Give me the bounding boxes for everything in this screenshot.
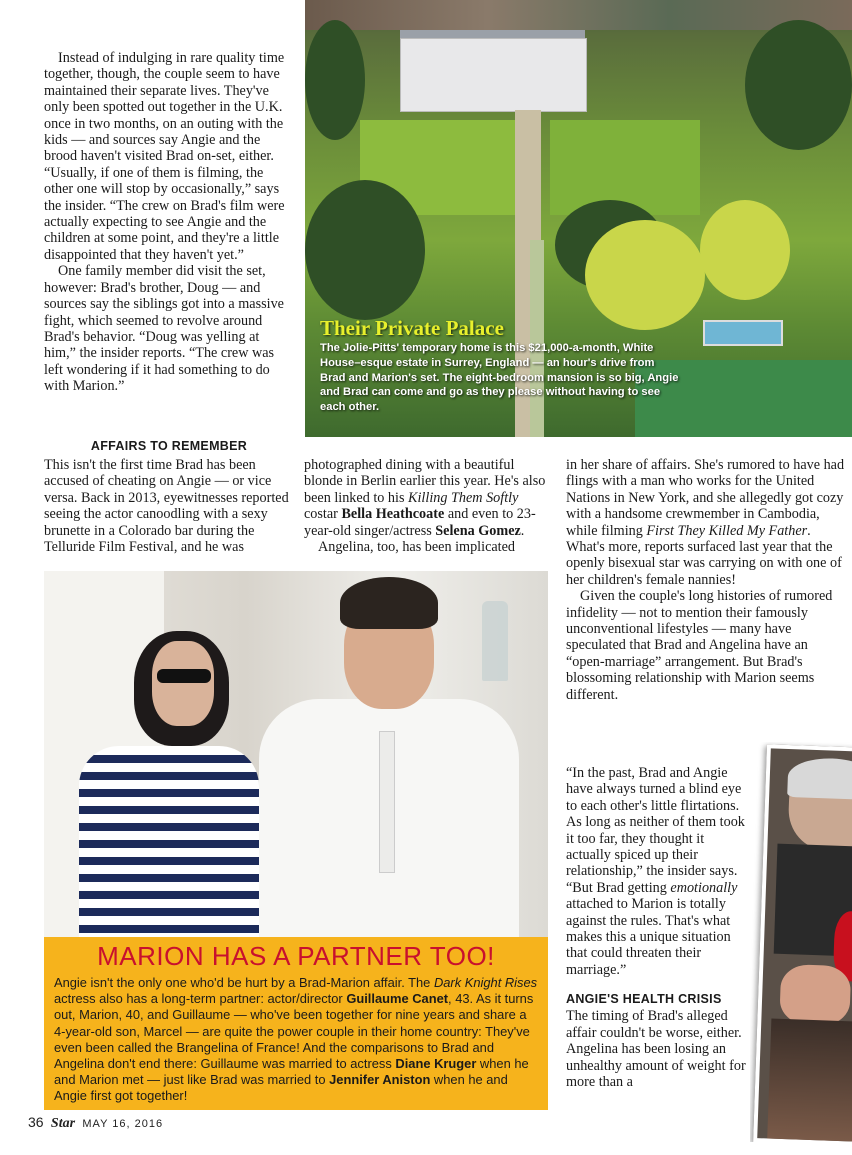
tree — [305, 180, 425, 320]
issue-date: MAY 16, 2016 — [82, 1118, 164, 1130]
mansion — [400, 38, 587, 112]
photo-caption-title: Their Private Palace — [320, 316, 504, 340]
text-run: . — [520, 522, 525, 539]
glass-bottle — [482, 601, 508, 681]
article-column-3 — [566, 457, 846, 703]
text-run: “In the past, Brad and Angie have always turned a blind eye to each other's little flirtations. As long as neither of them took it too far, they thought it actually spiced up their relationship,” the insider says. “But Brad getting — [566, 765, 745, 896]
person-name: Diane Kruger — [395, 1056, 477, 1072]
text-run: when he and Angie first got together! — [54, 1072, 508, 1104]
magazine-name: Star — [50, 1116, 76, 1131]
article-paragraph: Instead of indulging in rare quality time together, though, the couple seem to have maintained their separate lives. They've only been spotted out together in the U.K. once in two months, on an outing with the kids — and sources say Angie and the brood haven't visited Brad on-set, either. “Usually, if one of them is filming, the other one will stop by occasionally,” says the insider. “The crew on Brad's film were actually expecting to see Angie and the children at some point, and they're a little disappointed that they haven't yet.” — [44, 50, 285, 263]
article-paragraph: This isn't the first time Brad has been accused of cheating on Angie — or vice versa. Back in 2013, eyewitnesses reported seeing the actor canoodling with a sexy brunette in a Colorado bar during the Telluride Film Festival, and he was — [44, 457, 289, 556]
couple-photo — [44, 571, 548, 937]
raised-hand — [779, 964, 851, 1026]
person-name: Selena Gomez — [435, 522, 521, 539]
photo-frame — [753, 744, 852, 1142]
article-paragraph — [304, 457, 550, 539]
striped-shirt — [79, 746, 259, 937]
emphasis: emotionally — [670, 879, 738, 896]
text-run: and even to 23-year-old singer/actress — [304, 506, 536, 539]
willow-tree — [700, 200, 790, 300]
section-heading: AFFAIRS TO REMEMBER — [90, 439, 248, 453]
text-run: photographed dining with a beautiful blonde in Berlin earlier this year. He's also been linked to his — [304, 457, 546, 506]
section-heading: ANGIE'S HEALTH CRISIS — [566, 992, 722, 1007]
person-name: Bella Heathcoate — [341, 506, 445, 523]
page-number: 36 — [28, 1114, 44, 1130]
film-title: Dark Knight Rises — [433, 975, 538, 990]
person-name: Guillaume Canet — [346, 991, 449, 1007]
tree — [305, 20, 365, 140]
article-paragraph: The timing of Brad's alleged affair couldn't be worse, either. Angelina has been losing an unhealthy amount of weight for more than a — [566, 1008, 746, 1090]
text-run: . What's more, reports surfaced last year that the openly bisexual star was carrying on with one of her children's female nannies! — [566, 522, 842, 588]
sunglasses — [157, 669, 211, 683]
text-run: in her share of affairs. She's rumored to have had flings with a man who works for the United Nations in New York, and she allegedly got cozy with a handsome crewmember in Cambodia, while filming — [566, 457, 845, 539]
willow-tree — [585, 220, 705, 330]
text-run: when he and Marion met — just like Brad was married to — [54, 1056, 529, 1088]
sidebar-text — [54, 975, 540, 1105]
article-paragraph: One family member did visit the set, however: Brad's brother, Doug — and sources say the siblings got into a massive fight, which seemed to revolve around Brad's behavior. “Doug was yelling at him,” the insider reports. “The crew was left wondering if it had something to do with Marion.” — [44, 263, 284, 395]
text-run: Angie isn't the only one who'd be hurt by a Brad-Marion affair. The — [54, 975, 434, 990]
film-title: First They Killed My Father — [646, 522, 808, 539]
tree — [745, 20, 852, 150]
gray-hair — [787, 757, 852, 800]
film-title: Killing Them Softly — [408, 489, 519, 506]
neighborhood-roofs — [305, 0, 852, 30]
crowd — [767, 1019, 852, 1142]
article-column-3-narrow — [566, 765, 746, 1090]
article-paragraph — [566, 457, 846, 588]
article-column-2 — [304, 457, 550, 555]
man-hair — [340, 577, 438, 629]
article-paragraph — [566, 765, 746, 978]
white-tie — [379, 731, 395, 873]
text-run: , 43. As it turns out, Marion, 40, and Guillaume — who've been together for nine years and share a 4-year-old son, Marcel — are quite the power couple in their home country: They've even been called the Brangelina of France! And the comparisons to Brad and Angelina don't end there: Guillaume was married to actress — [54, 991, 534, 1072]
text-run: actress also has a long-term partner: actor/director — [54, 991, 347, 1007]
text-run: costar — [304, 506, 342, 523]
woman-face — [152, 641, 214, 726]
person-name: Jennifer Aniston — [329, 1072, 431, 1088]
article-paragraph: Angelina, too, has been implicated — [318, 539, 515, 556]
crowd-photo — [750, 742, 852, 1142]
sidebar-title: MARION HAS A PARTNER TOO! — [97, 941, 495, 971]
photo-caption-text: The Jolie-Pitts' temporary home is this $21,000-a-month, White House–esque estate in Surrey, England — an hour's drive from Brad and Marion's set. The eight-bedroom mansion is so big, Angie and Brad can come and go as they please without having to see each other. — [320, 342, 679, 414]
text-run: attached to Marion is totally against the rules. That's what makes this a unique situation that could threaten their marriage.” — [566, 896, 731, 978]
sidebar-box — [44, 937, 548, 1110]
page-footer — [28, 1114, 163, 1132]
article-column-1-top — [44, 50, 294, 395]
swimming-pool — [703, 320, 783, 346]
article-paragraph: Given the couple's long histories of rumored infidelity — not to mention their famously unconventional lifestyles — many have speculated that Brad and Angelina have an “open-marriage” arrangement. But Brad's blossoming relationship with Marion seems different. — [566, 588, 833, 703]
